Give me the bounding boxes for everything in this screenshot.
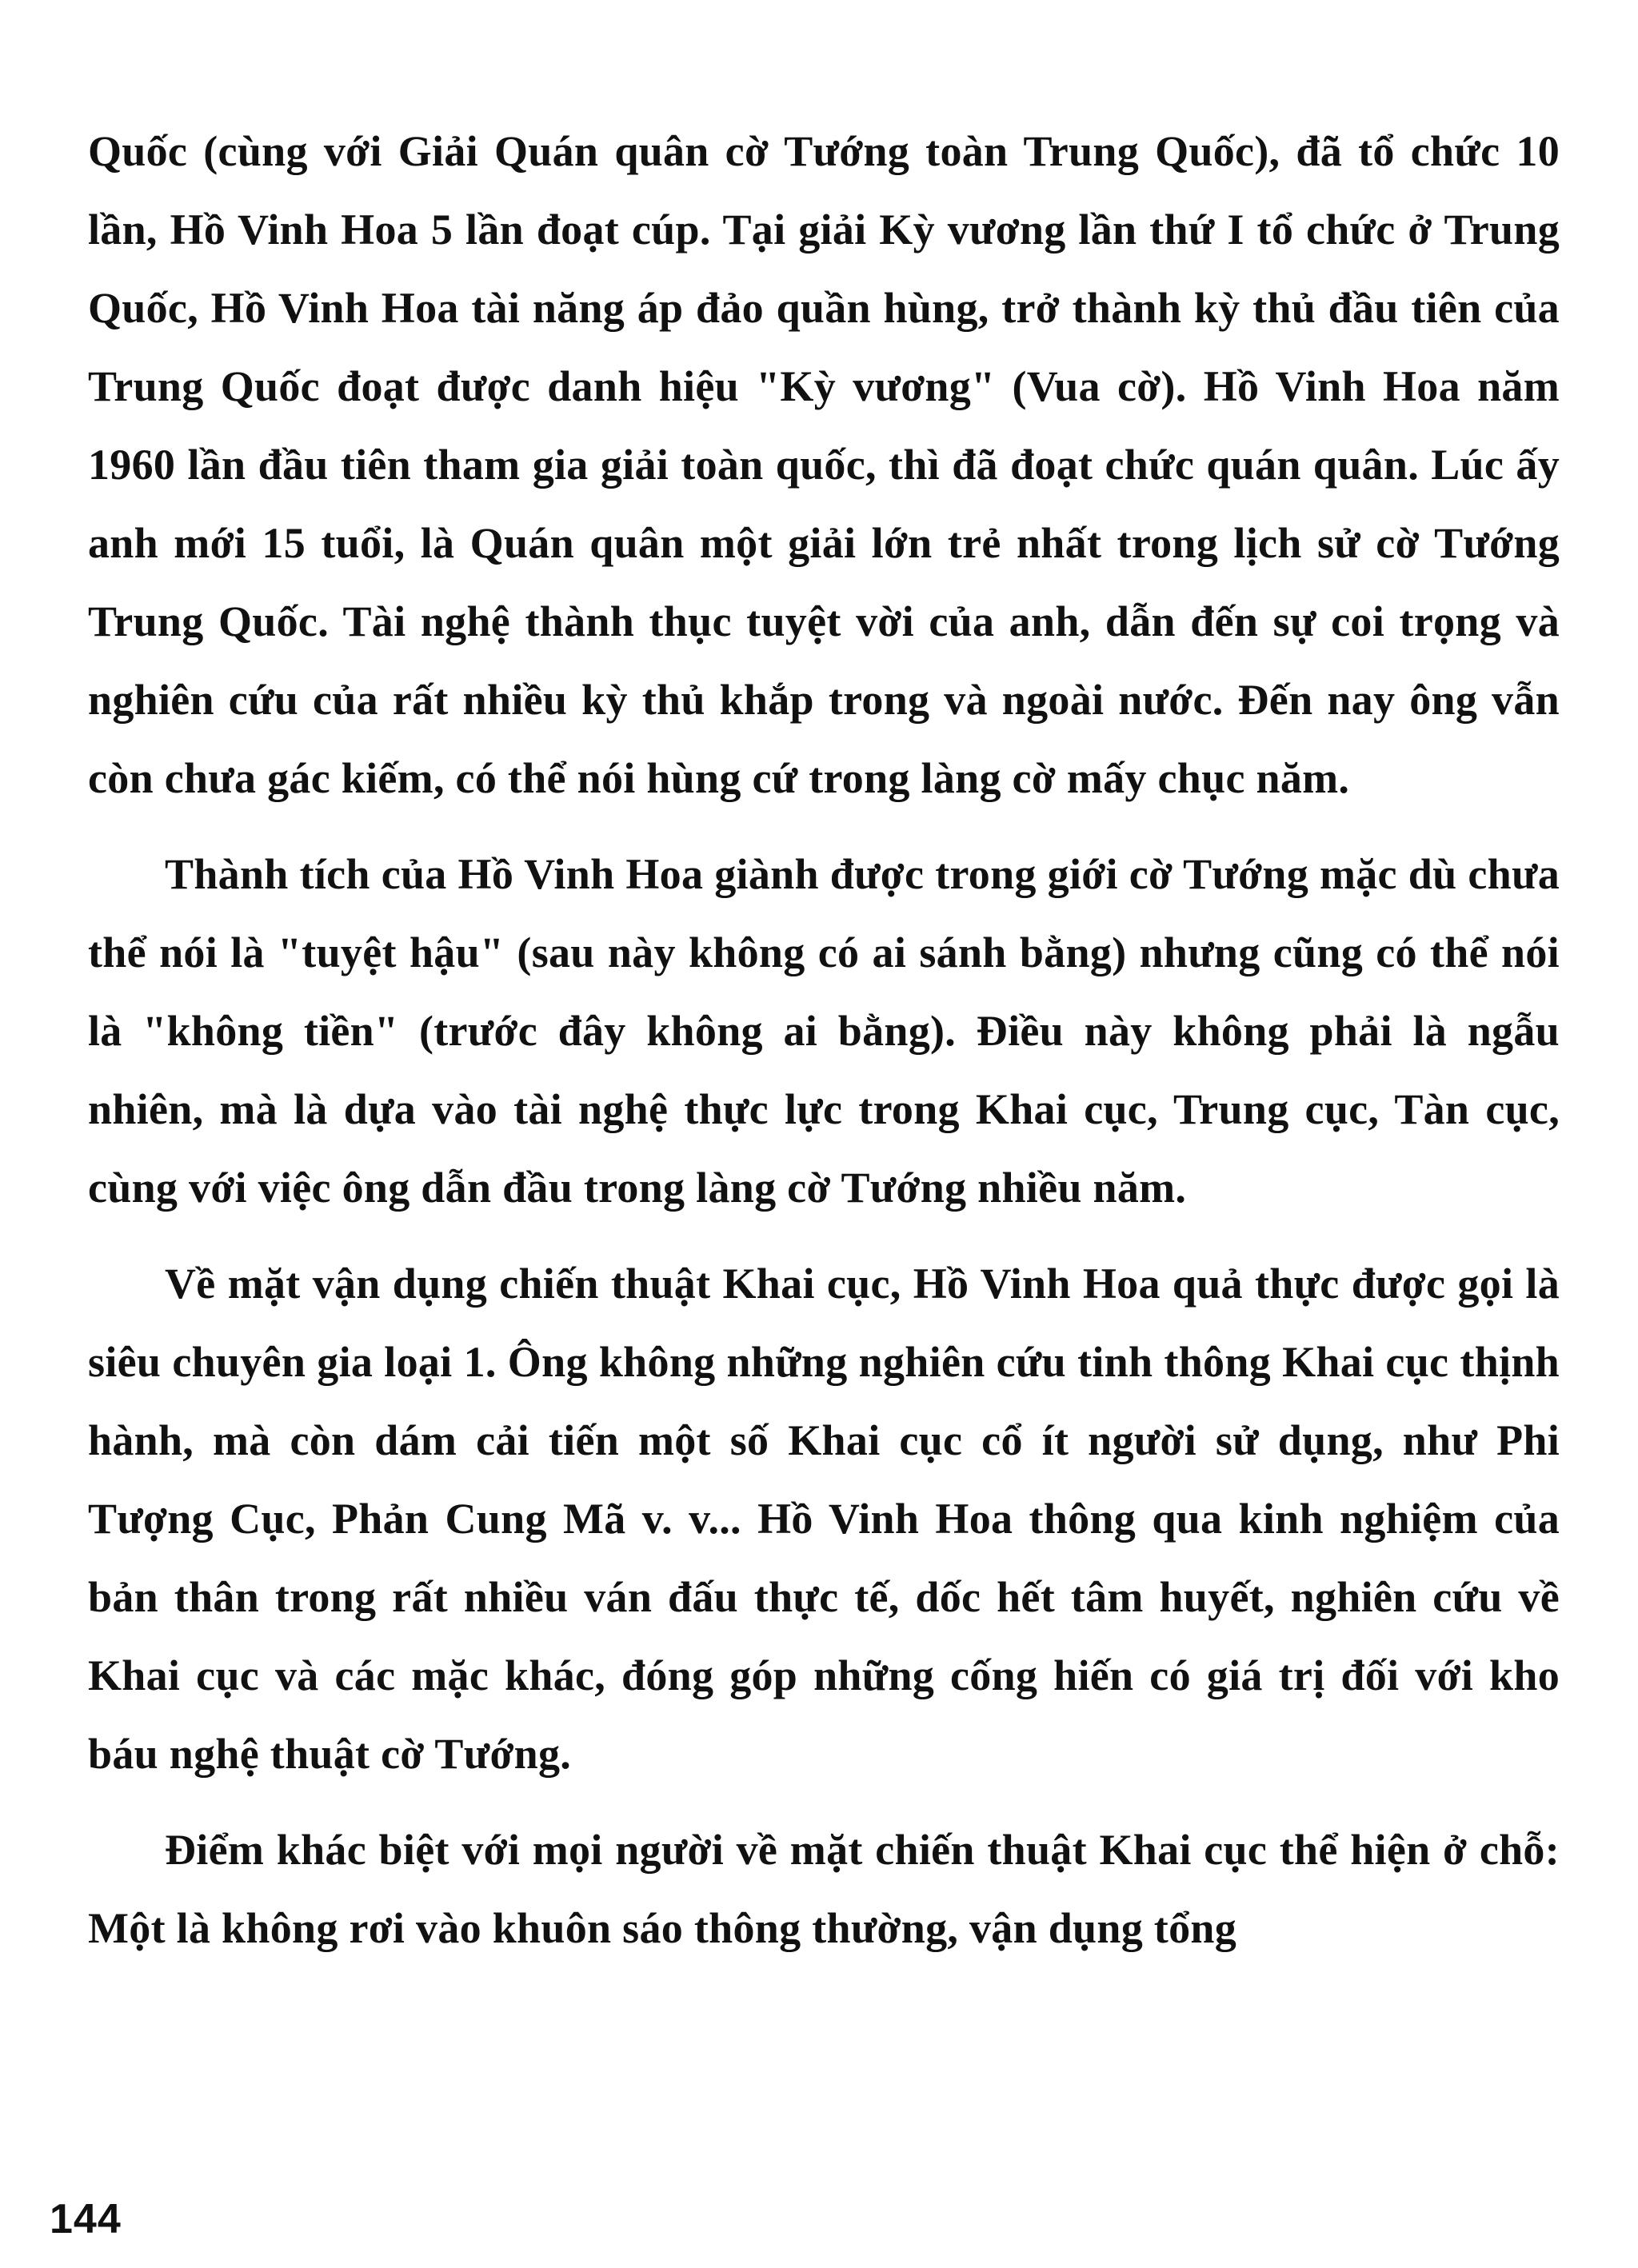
paragraph-3: Về mặt vận dụng chiến thuật Khai cục, Hồ Vinh Hoa quả thực được gọi là siêu chuyên gia loại 1. Ông không những nghiên cứu tinh thông Khai cục thịnh hành, mà còn dám cải tiến một số Khai cục cổ ít người sử dụng, như Phi Tượng Cục, Phản Cung Mã v. v... Hồ Vinh Hoa thông qua kinh nghiệm của bản thân trong rất nhiều ván đấu thực tế, dốc hết tâm huyết, nghiên cứu về Khai cục và các mặc khác, đóng góp những cống hiến có giá trị đối với kho báu nghệ thuật cờ Tướng. [88, 1260, 1560, 1778]
page-number: 144 [50, 2196, 122, 2242]
paragraph-2: Thành tích của Hồ Vinh Hoa giành được trong giới cờ Tướng mặc dù chưa thể nói là "tuyệt hậu" (sau này không có ai sánh bằng) nhưng cũng có thể nói là "không tiền" (trước đây không ai bằng). Điều này không phải là ngẫu nhiên, mà là dựa vào tài nghệ thực lực trong Khai cục, Trung cục, Tàn cục, cùng với việc ông dẫn đầu trong làng cờ Tướng nhiều năm. [88, 850, 1560, 1212]
paragraph-1: Quốc (cùng với Giải Quán quân cờ Tướng toàn Trung Quốc), đã tổ chức 10 lần, Hồ Vinh Hoa 5 lần đoạt cúp. Tại giải Kỳ vương lần thứ I tổ chức ở Trung Quốc, Hồ Vinh Hoa tài năng áp đảo quần hùng, trở thành kỳ thủ đầu tiên của Trung Quốc đoạt được danh hiệu "Kỳ vương" (Vua cờ). Hồ Vinh Hoa năm 1960 lần đầu tiên tham gia giải toàn quốc, thì đã đoạt chức quán quân. Lúc ấy anh mới 15 tuổi, là Quán quân một giải lớn trẻ nhất trong lịch sử cờ Tướng Trung Quốc. Tài nghệ thành thục tuyệt vời của anh, dẫn đến sự coi trọng và nghiên cứu của rất nhiều kỳ thủ khắp trong và ngoài nước. Đến nay ông vẫn còn chưa gác kiếm, có thể nói hùng cứ trong làng cờ mấy chục năm. [88, 127, 1560, 802]
body-text [88, 112, 1560, 1967]
paragraph-4: Điểm khác biệt với mọi người về mặt chiến thuật Khai cục thể hiện ở chỗ: Một là không rơi vào khuôn sáo thông thường, vận dụng tổng [88, 1826, 1560, 1952]
